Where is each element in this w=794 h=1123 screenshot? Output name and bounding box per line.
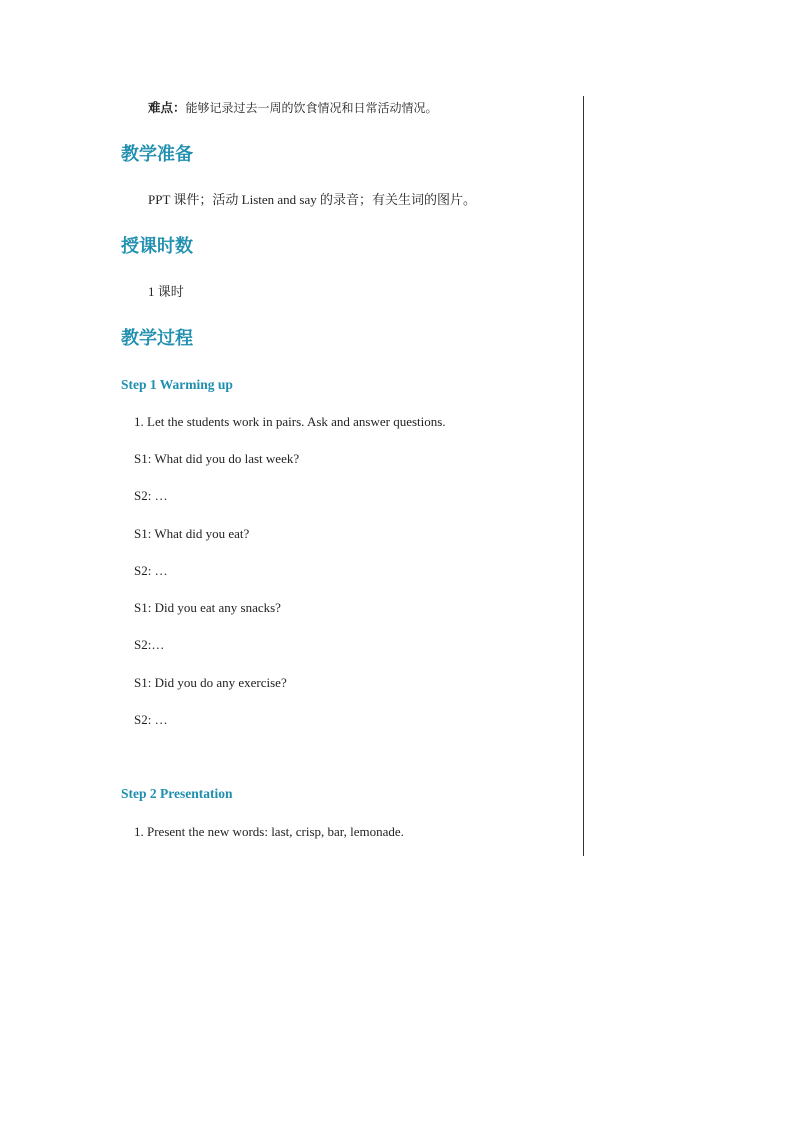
difficulty-label: 难点： [148,100,186,115]
preparation-text: PPT 课件；活动 Listen and say 的录音；有关生词的图片。 [148,192,477,207]
step1-line: S2: … [134,488,168,503]
step1-line: S1: What did you do last week? [134,451,300,466]
step1-line: S1: What did you eat? [134,526,250,541]
step2-heading: Step 2 Presentation [121,786,233,801]
step1-heading: Step 1 Warming up [121,377,233,392]
step1-line: S1: Did you eat any snacks? [134,600,281,615]
step1-line: S2: … [134,563,168,578]
preparation-heading: 教学准备 [121,144,193,165]
duration-heading: 授课时数 [121,236,193,257]
difficulty-text: 能够记录过去一周的饮食情况和日常活动情况。 [185,101,438,115]
step2-line: 1. Present the new words: last, crisp, bar, lemonade. [134,824,404,839]
right-margin-rule [583,96,584,856]
step1-line: S2: … [134,712,168,727]
difficulty-line [148,100,438,116]
step1-line: S2:… [134,637,165,652]
step1-line: 1. Let the students work in pairs. Ask and answer questions. [134,414,446,429]
process-heading: 教学过程 [121,328,193,349]
duration-text: 1 课时 [148,284,184,299]
step1-line: S1: Did you do any exercise? [134,675,287,690]
